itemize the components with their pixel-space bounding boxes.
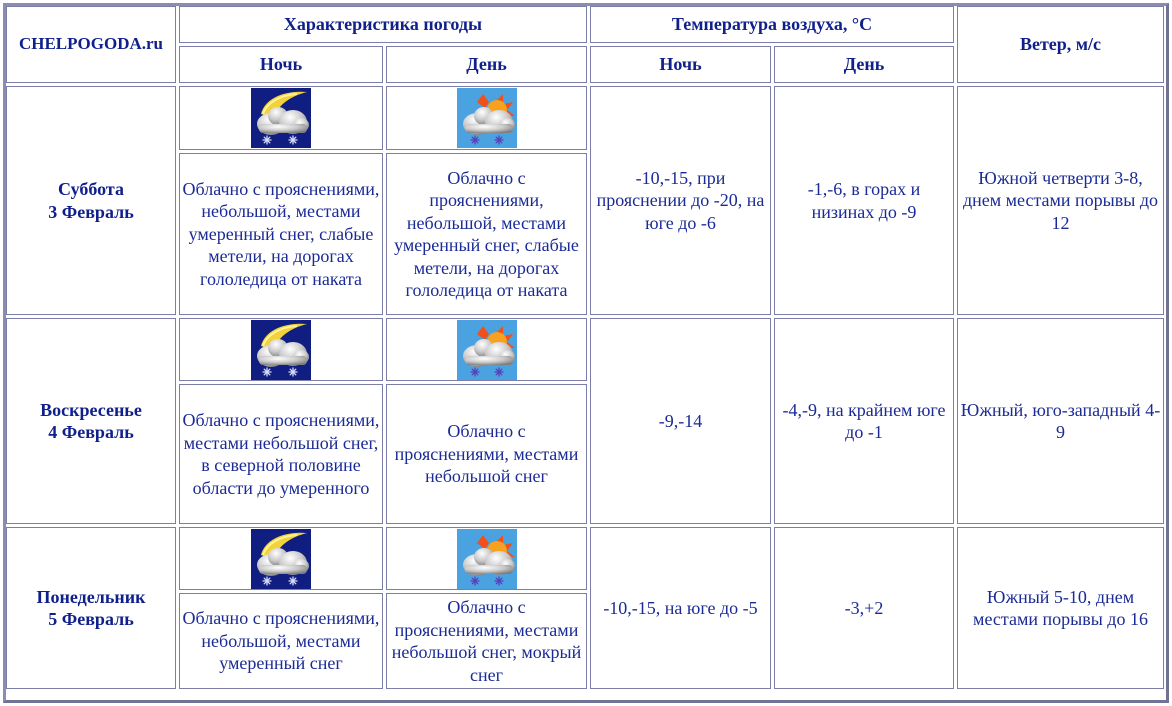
wind-value: Южной четверти 3-8, днем местами порывы до 12 xyxy=(962,167,1159,233)
wind-value: Южный, юго-западный 4-9 xyxy=(960,399,1161,442)
wind-cell xyxy=(957,86,1164,315)
night-moon-cloud-snow-icon xyxy=(251,529,311,589)
date-cell xyxy=(6,86,176,315)
temp-day-value: -3,+2 xyxy=(844,597,884,618)
temp-night-cell xyxy=(590,318,771,524)
date-cell xyxy=(6,527,176,689)
temp-day-header xyxy=(774,46,954,83)
day-description: Облачно с прояснениями, местами небольшой снег, мокрый снег xyxy=(391,597,582,685)
weekday: Суббота xyxy=(58,179,124,199)
date: 3 Февраль xyxy=(48,201,134,222)
weekday: Понедельник xyxy=(36,586,146,607)
day-sun-cloud-snow-icon xyxy=(457,320,517,380)
temp-night-value: -10,-15, на юге до -5 xyxy=(603,597,758,618)
weather-group-header xyxy=(179,6,587,43)
day-desc-cell xyxy=(386,593,587,689)
temp-night-value: -9,-14 xyxy=(658,410,703,431)
temp-night-header xyxy=(590,46,771,83)
weather-night-header xyxy=(179,46,383,83)
weather-day-header xyxy=(386,46,587,83)
weather-day-label: День xyxy=(466,54,507,75)
temp-day-cell xyxy=(774,86,954,315)
temp-day-cell xyxy=(774,527,954,689)
day-desc-cell xyxy=(386,384,587,524)
temp-day-value: -1,-6, в горах и низинах до -9 xyxy=(807,179,921,222)
night-desc-cell xyxy=(179,593,383,689)
forecast-row xyxy=(6,86,1164,150)
weekday: Воскресенье xyxy=(40,399,142,420)
site-name: CHELPOGODA.ru xyxy=(18,34,164,54)
night-description: Облачно с прояснениями, местами небольшой снег, в северной половине области до умеренного xyxy=(182,410,380,498)
temp-day-label: День xyxy=(843,54,885,75)
day-icon-cell xyxy=(386,86,587,150)
day-desc-cell xyxy=(386,153,587,315)
site-name-cell xyxy=(6,6,176,83)
night-moon-cloud-snow-icon xyxy=(251,88,311,148)
day-icon-cell xyxy=(386,318,587,381)
day-icon-cell xyxy=(386,527,587,590)
temp-night-label: Ночь xyxy=(659,54,702,75)
forecast-row xyxy=(6,527,1164,590)
night-description: Облачно с прояснениями, небольшой, местами умеренный снег, слабые метели, на дорогах гололедица от наката xyxy=(182,178,380,289)
wind-value: Южный 5-10, днем местами порывы до 16 xyxy=(973,586,1148,629)
night-moon-cloud-snow-icon xyxy=(251,320,311,380)
temp-night-cell xyxy=(590,527,771,689)
wind-cell xyxy=(957,318,1164,524)
temp-night-value: -10,-15, при прояснении до -20, на юге до -6 xyxy=(596,167,765,233)
forecast-row xyxy=(6,318,1164,381)
night-icon-cell xyxy=(179,318,383,381)
night-description: Облачно с прояснениями, небольшой, местами умеренный снег xyxy=(182,608,380,674)
date: 5 Февраль xyxy=(48,609,134,629)
temp-group-label: Температура воздуха, °С xyxy=(671,14,873,35)
day-description: Облачно с прояснениями, местами небольшой снег xyxy=(394,421,579,487)
date: 4 Февраль xyxy=(48,422,134,442)
weather-night-label: Ночь xyxy=(259,54,303,75)
wind-cell xyxy=(957,527,1164,689)
temp-day-cell xyxy=(774,318,954,524)
day-description: Облачно с прояснениями, небольшой, местами умеренный снег, слабые метели, на дорогах гололедица от наката xyxy=(394,167,579,300)
day-sun-cloud-snow-icon xyxy=(457,88,517,148)
temp-night-cell xyxy=(590,86,771,315)
temp-day-value: -4,-9, на крайнем юге до -1 xyxy=(782,399,946,442)
night-desc-cell xyxy=(179,384,383,524)
night-desc-cell xyxy=(179,153,383,315)
night-icon-cell xyxy=(179,86,383,150)
wind-label: Ветер, м/с xyxy=(1019,34,1102,55)
night-icon-cell xyxy=(179,527,383,590)
weather-forecast-table xyxy=(3,3,1167,692)
day-sun-cloud-snow-icon xyxy=(457,529,517,589)
weather-group-label: Характеристика погоды xyxy=(283,14,483,35)
wind-header xyxy=(957,6,1164,83)
date-cell xyxy=(6,318,176,524)
temp-group-header xyxy=(590,6,954,43)
